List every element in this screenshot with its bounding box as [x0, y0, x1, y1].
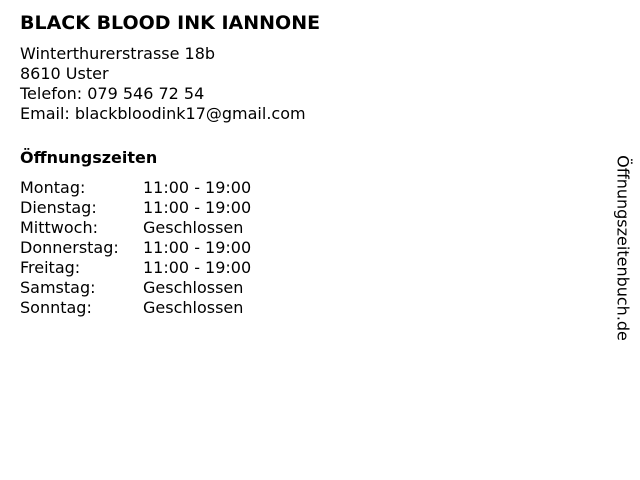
address-block: [20, 44, 580, 124]
time-value: Geschlossen: [143, 278, 244, 297]
email-line: Email: blackbloodink17@gmail.com: [20, 104, 306, 123]
hours-row-monday: [20, 178, 251, 198]
day-label: Donnerstag:: [20, 238, 119, 257]
business-name: BLACK BLOOD INK IANNONE: [20, 12, 321, 34]
hours-row-tuesday: [20, 198, 251, 218]
time-value: 11:00 - 19:00: [143, 178, 252, 197]
opening-hours-heading: Öffnungszeiten: [20, 148, 158, 167]
time-value: 11:00 - 19:00: [143, 258, 252, 277]
hours-row-wednesday: [20, 218, 251, 238]
time-value: Geschlossen: [143, 298, 244, 317]
day-label: Samstag:: [20, 278, 96, 297]
hours-row-thursday: [20, 238, 251, 258]
day-label: Freitag:: [20, 258, 81, 277]
business-card: [20, 10, 580, 318]
opening-hours-table: [20, 178, 251, 318]
time-value: 11:00 - 19:00: [143, 198, 252, 217]
time-value: Geschlossen: [143, 218, 244, 237]
hours-row-sunday: [20, 298, 251, 318]
day-label: Mittwoch:: [20, 218, 98, 237]
phone-line: Telefon: 079 546 72 54: [20, 84, 205, 103]
site-watermark: Öffnungszeitenbuch.de: [613, 155, 633, 341]
day-label: Montag:: [20, 178, 86, 197]
time-value: 11:00 - 19:00: [143, 238, 252, 257]
postal-city: 8610 Uster: [20, 64, 109, 83]
street-address: Winterthurerstrasse 18b: [20, 44, 216, 63]
day-label: Dienstag:: [20, 198, 97, 217]
hours-row-friday: [20, 258, 251, 278]
day-label: Sonntag:: [20, 298, 92, 317]
hours-row-saturday: [20, 278, 251, 298]
